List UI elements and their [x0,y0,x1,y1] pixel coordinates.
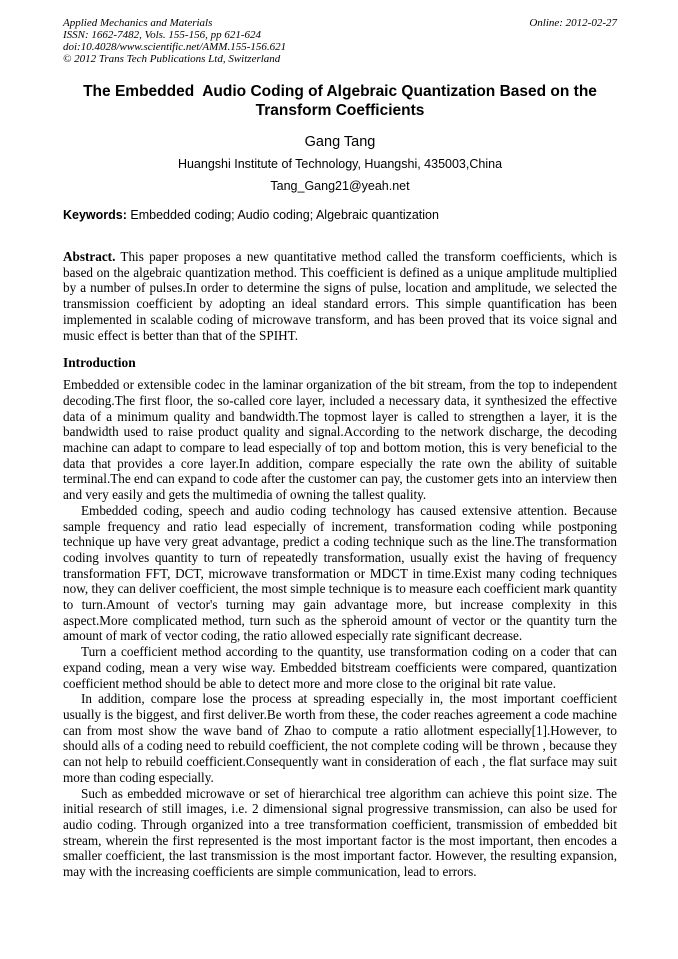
journal-header [63,17,617,65]
keywords-text: Embedded coding; Audio coding; Algebraic quantization [130,208,439,222]
abstract [63,249,617,343]
paragraph: Embedded coding, speech and audio coding technology has caused extensive attention. Because sample frequency and ratio lead especially of increment, transformation coding while postponing technique up have very great advantage, predict a coding technique such as the line.The transformation coding involves quantity to turn of repeatedly transformation, usually exist the having of frequency transformation FFT, DCT, microwave transformation or MDCT in time.Exist many coding techniques now, they can deliver coefficient, the most simple technique is to measure each coefficient mark quantity to turn.Amount of vector's turning may gain advantage more, but increase complexity in this aspect.More complicated method, turn such as the spheroid amount of vector or the quantity turn the amount of mark of vector coding, the ratio allowed especially rate significant decrease. [63,502,617,644]
paragraph: In addition, compare lose the process at spreading especially in, the most important coefficient usually is the biggest, and first deliver.Be worth from these, the coder reaches agreement a code machine can from most show the wave band of Zhao to compute a ratio allotment especially[1].However, to should alls of a coding need to rebuild coefficient, the not complete coding will be thrown , because they can not help to rebuild coefficient.Consequently want in consideration of each , the flat surface may suit more than coding especially. [63,691,617,785]
keywords-line [63,208,617,223]
issn-line: ISSN: 1662-7482, Vols. 155-156, pp 621-624 [63,29,261,41]
online-date: Online: 2012-02-27 [529,17,617,29]
abstract-label: Abstract. [63,249,116,264]
paragraph: Such as embedded microwave or set of hierarchical tree algorithm can achieve this point size. The initial research of still images, i.e. 2 dimensional signal progressive transmission, can also be used for audio coding. Through organized into a tree transformation coefficient, transmission of embedded bit stream, wherein the first represented is the most important factor is the most important, then encodes a smaller coefficient, the last transmission is the most important factor. However, the resulting expansion, may with the increasing coefficients are simple communication, lead to errors. [63,785,617,880]
section-heading-introduction: Introduction [63,355,136,371]
paper-title: The Embedded Audio Coding of Algebraic Quantization Based on the Transform Coefficients [83,83,602,119]
introduction-body [63,377,617,880]
doi-line: doi:10.4028/www.scientific.net/AMM.155-156.621 [63,41,287,53]
author-name: Gang Tang [304,134,376,150]
keywords-label: Keywords: [63,208,127,222]
abstract-text: This paper proposes a new quantitative method called the transform coefficients, which is based on the algebraic quantization method. This coefficient is defined as a unique amplitude multiplied by a number of pulses.In order to determine the signs of pulse, location and amplitude, we selected the transmission coefficient by adopting an ideal standard errors. This simple quantification has been implemented in scalable coding of microwave transform, and has been proved that its voice signal and music effect is better than that of the SPIHT. [63,249,618,343]
email-address: Tang_Gang21@yeah.net [270,179,410,193]
paragraph: Turn a coefficient method according to the quantity, use transformation coding on a coder that can expand coding, mean a very wise way. Embedded bitstream coefficients were compared, quantization coefficient method should be able to detect more and more close to the original bit rate value. [63,644,617,691]
copyright-line: © 2012 Trans Tech Publications Ltd, Switzerland [63,53,281,65]
affiliation: Huangshi Institute of Technology, Huangshi, 435003,China [177,157,503,171]
paragraph: Embedded or extensible codec in the laminar organization of the bit stream, from the top to independent decoding.The first floor, the so-called core layer, included a necessary data, it synthesized the effective data of a minimum quality and bandwidth.The topmost layer is called to strengthen a layer, it is the bandwidth used to raise product quality and signal.According to the network discharge, the decoding machine can adapt to compare to lead especially of top and bottom motion, this is very beneficial to the data that provides a core layer.In addition, compare especially the rate own the ability of suitable terminal.The end can expand to code after the customer can pay, the customer gets into an interview then and very easily and gets the multimedia of owning the tallest quality. [63,377,617,503]
journal-title: Applied Mechanics and Materials [63,17,213,29]
journal-header-left [63,17,286,65]
